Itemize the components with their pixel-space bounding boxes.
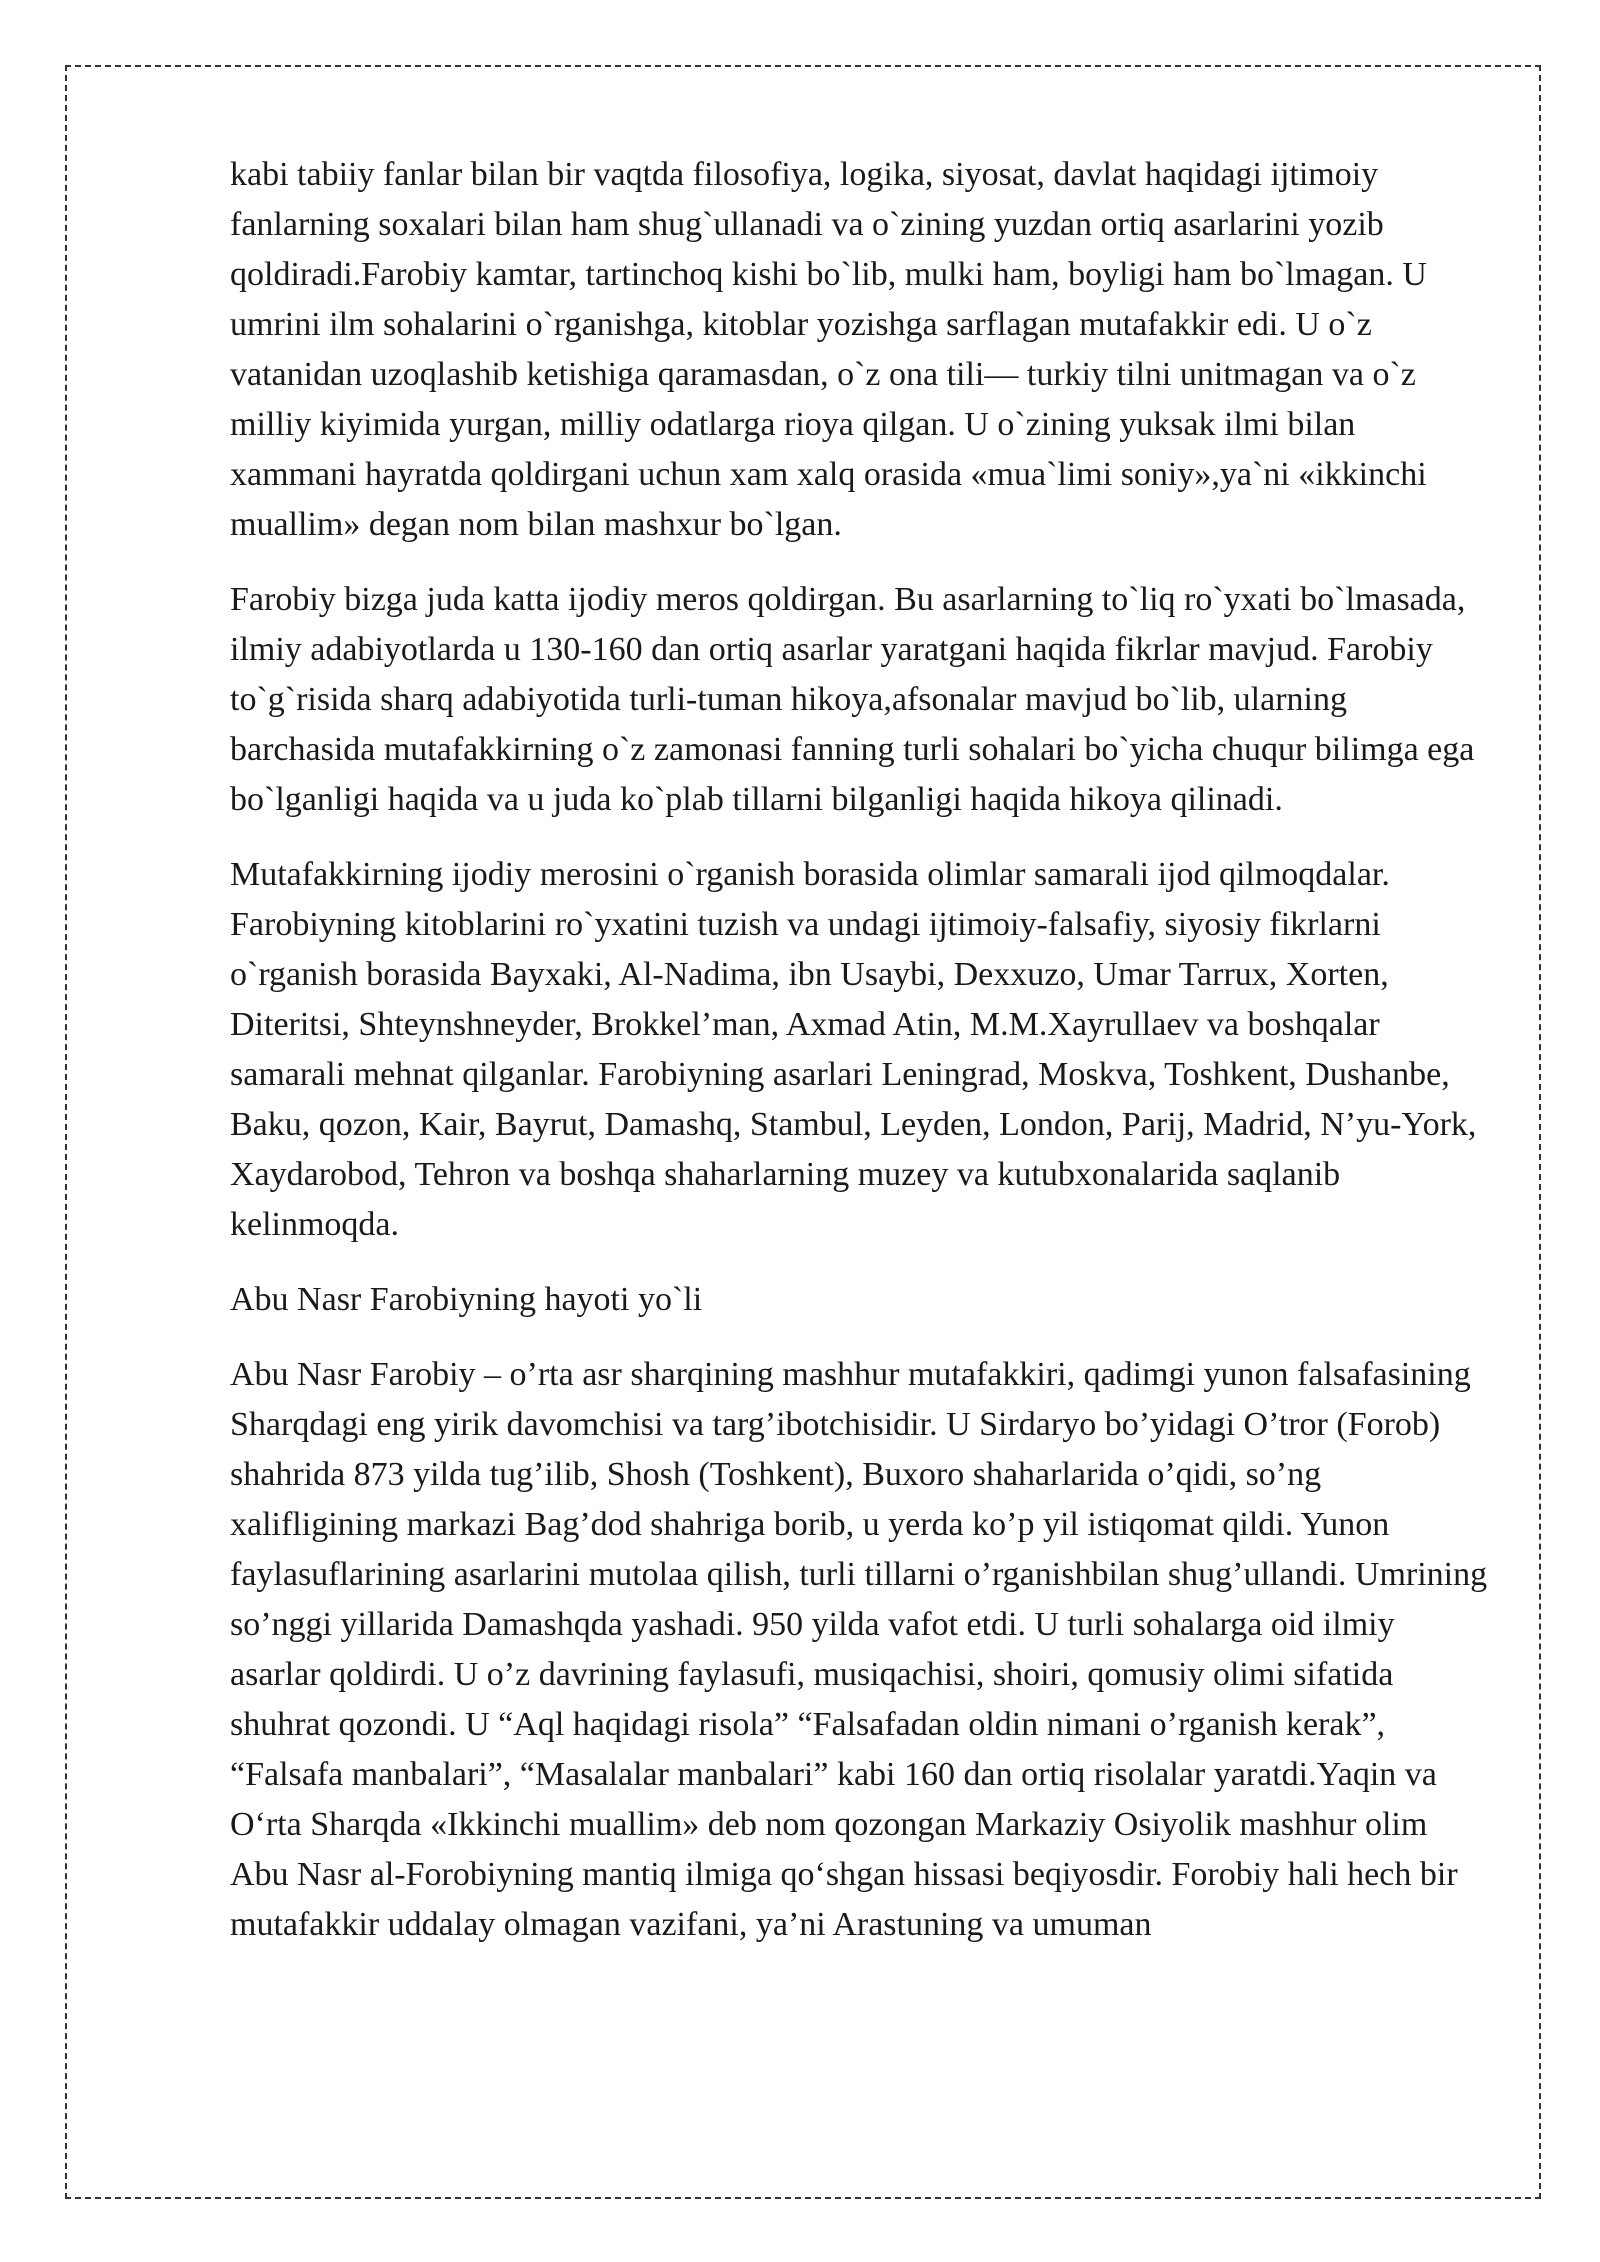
paragraph-4: Abu Nasr Farobiy – o’rta asr sharqining mashhur mutafakkiri, qadimgi yunon falsafasining Sharqdagi eng yirik davomchisi va targ’ibotchisidir. U Sirdaryo bo’yidagi O’tror (Forob) shahrida 873 yilda tug’ilib, Shosh (Toshkent), Buxoro shaharlarida o’qidi, so’ng xalifligining markazi Bag’dod shahriga borib, u yerda ko’p yil istiqomat qildi. Yunon faylasuflarining asarlarini mutolaa qilish, turli tillarni o’rganishbilan shug’ullandi. Umrining so’nggi yillarida Damashqda yashadi. 950 yilda vafot etdi. U turli sohalarga oid ilmiy asarlar qoldirdi. U o’z davrining faylasufi, musiqachisi, shoiri, qomusiy olimi sifatida shuhrat qozondi. U “Aql haqidagi risola” “Falsafadan oldin nimani o’rganish kerak”, “Falsafa manbalari”, “Masalalar manbalari” kabi 160 dan ortiq risolalar yaratdi.Yaqin va O‘rta Sharqda «Ikkinchi muallim» deb nom qozongan Markaziy Osiyolik mashhur olim Abu Nasr al-Forobiyning mantiq ilmiga qo‘shgan hissasi beqiyosdir. Forobiy hali hech bir mutafakkir uddalay olmagan vazifani, ya’ni Arastuning va umuman bbox=[230, 1356, 1488, 1943]
paragraph-2: Farobiy bizga juda katta ijodiy meros qoldirgan. Bu asarlarning to`liq ro`yxati bo`lmasada, ilmiy adabiyotlarda u 130-160 dan ortiq asarlar yaratgani haqida fikrlar mavjud. Farobiy to`g`risida sharq adabiyotida turli-tuman hikoya,afsonalar mavjud bo`lib, ularning barchasida mutafakkirning o`z zamonasi fanning turli sohalari bo`yicha chuqur bilimga ega bo`lganligi haqida va u juda ko`plab tillarni bilganligi haqida hikoya qilinadi. bbox=[230, 581, 1475, 818]
document-body bbox=[230, 150, 1490, 1975]
paragraph-1: kabi tabiiy fanlar bilan bir vaqtda filosofiya, logika, siyosat, davlat haqidagi ijtimoiy fanlarning soxalari bilan ham shug`ullanadi va o`zining yuzdan ortiq asarlarini yozib qoldiradi.Farobiy kamtar, tartinchoq kishi bo`lib, mulki ham, boyligi ham bo`lmagan. U umrini ilm sohalarini o`rganishga, kitoblar yozishga sarflagan mutafakkir edi. U o`z vatanidan uzoqlashib ketishiga qaramasdan, o`z ona tili— turkiy tilni unitmagan va o`z milliy kiyimida yurgan, milliy odatlarga rioya qilgan. U o`zining yuksak ilmi bilan xammani hayratda qoldirgani uchun xam xalq orasida «mua`limi soniy»,ya`ni «ikkinchi muallim» degan nom bilan mashxur bo`lgan. bbox=[230, 156, 1427, 543]
section-heading: Abu Nasr Farobiyning hayoti yo`li bbox=[230, 1281, 703, 1318]
paragraph-3: Mutafakkirning ijodiy merosini o`rganish borasida olimlar samarali ijod qilmoqdalar. Farobiyning kitoblarini ro`yxatini tuzish va undagi ijtimoiy-falsafiy, siyosiy fikrlarni o`rganish borasida Bayxaki, Al-Nadima, ibn Usaybi, Dexxuzo, Umar Tarrux, Xorten, Diteritsi, Shteynshneyder, Brokkel’man, Axmad Atin, M.M.Xayrullaev va boshqalar samarali mehnat qilganlar. Farobiyning asarlari Leningrad, Moskva, Toshkent, Dushanbe, Baku, qozon, Kair, Bayrut, Damashq, Stambul, Leyden, London, Parij, Madrid, N’yu-York, Xaydarobod, Tehron va boshqa shaharlarning muzey va kutubxonalarida saqlanib kelinmoqda. bbox=[230, 856, 1477, 1243]
